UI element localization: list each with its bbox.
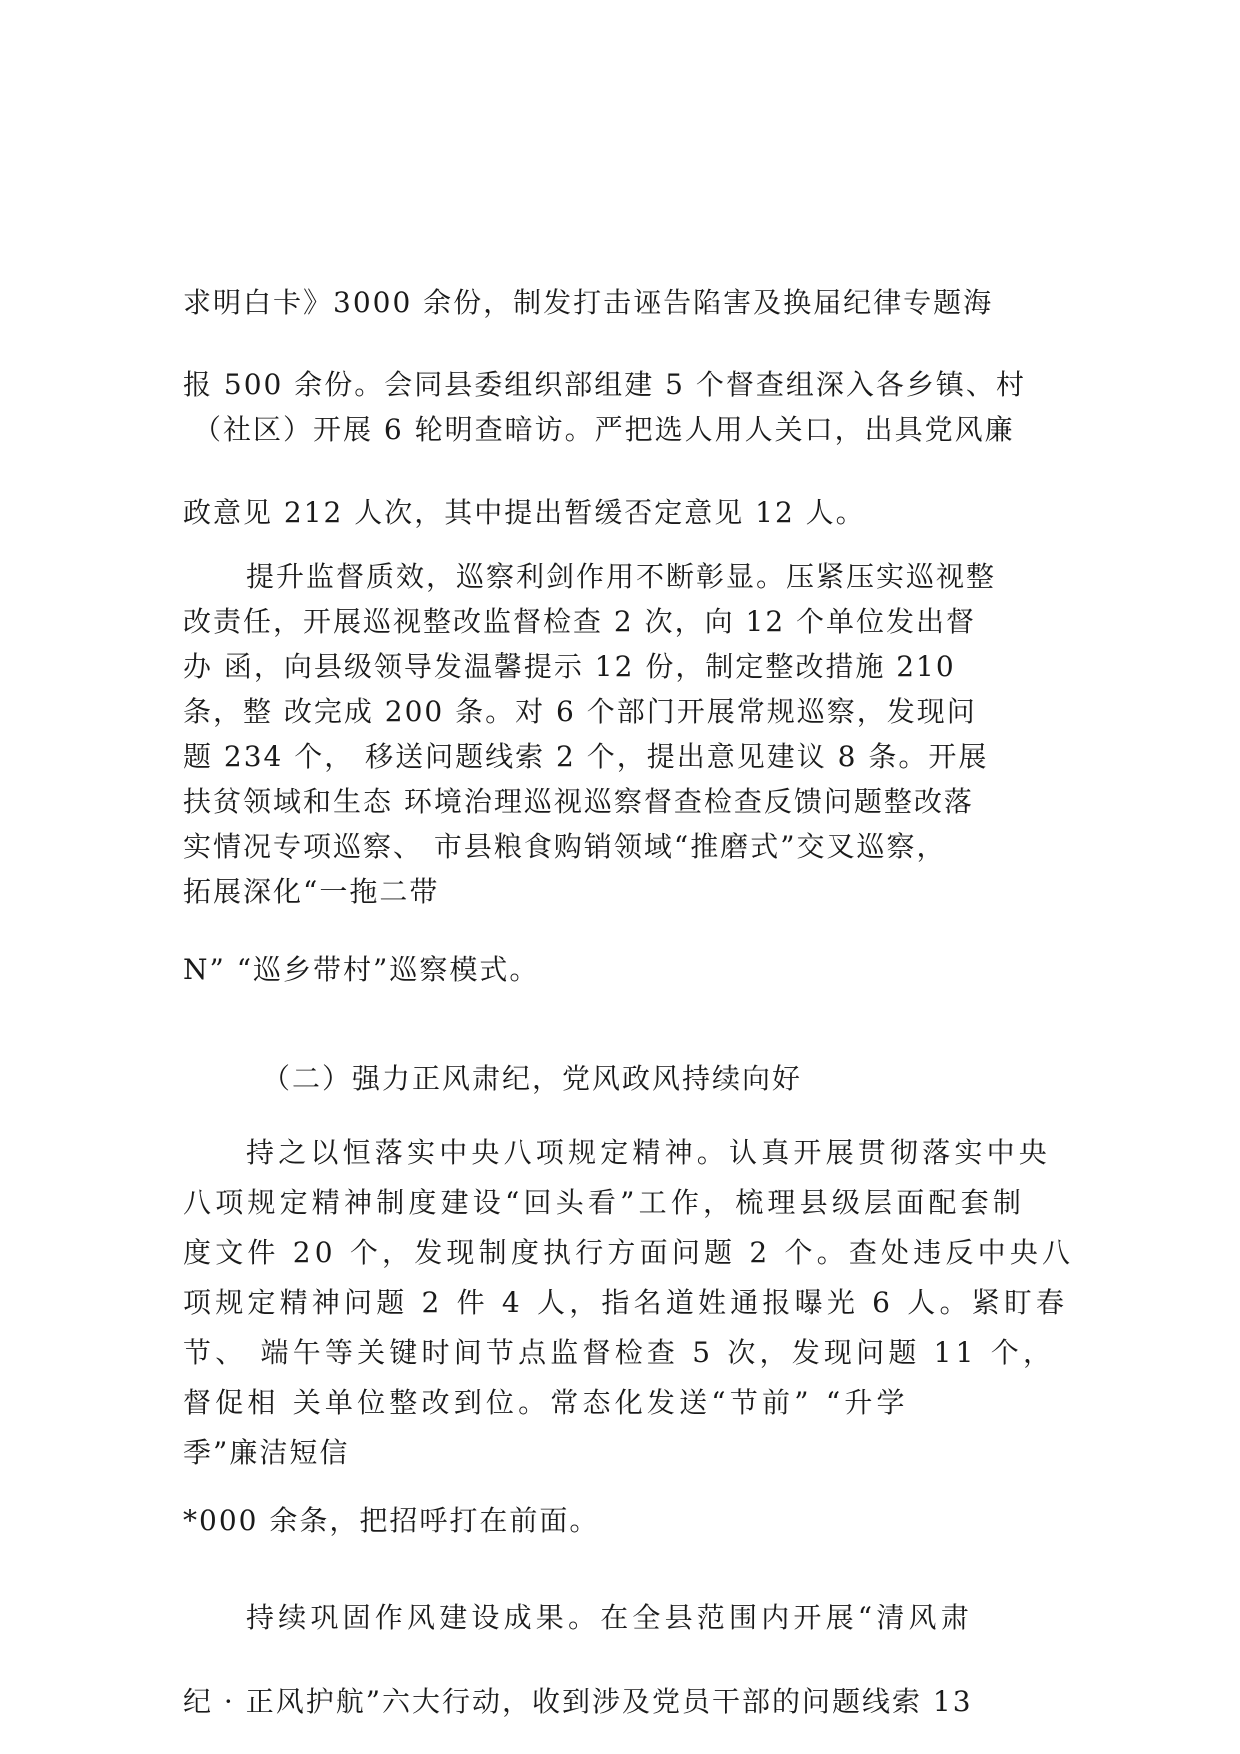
text-line-20: 督促相 关单位整改到位。常态化发送“节前” “升学 <box>183 1386 909 1419</box>
text-line-19: 节、 端午等关键时间节点监督检查 5 次，发现问题 11 个， <box>183 1336 1056 1369</box>
text-line-16: 八项规定精神制度建设“回头看”工作，梳理县级层面配套制 <box>183 1186 1026 1219</box>
text-line-22: *000 余条，把招呼打在前面。 <box>183 1504 600 1537</box>
text-line-21: 季”廉洁短信 <box>183 1436 350 1469</box>
text-line-4: 政意见 212 人次，其中提出暂缓否定意见 12 人。 <box>183 496 866 529</box>
text-line-10: 扶贫领域和生态 环境治理巡视巡察督查检查反馈问题整改落 <box>183 785 974 818</box>
text-line-3: （社区）开展 6 轮明查暗访。严把选人用人关口，出具党风廉 <box>193 413 1015 446</box>
text-line-9: 题 234 个， 移送问题线索 2 个，提出意见建议 8 条。开展 <box>183 740 989 773</box>
text-line-6: 改责任，开展巡视整改监督检查 2 次，向 12 个单位发出督 <box>183 605 977 638</box>
text-line-17: 度文件 20 个，发现制度执行方面问题 2 个。查处违反中央八 <box>183 1236 1075 1269</box>
text-line-1: 求明白卡》3000 余份，制发打击诬告陷害及换届纪律专题海 <box>183 286 994 319</box>
text-line-18: 项规定精神问题 2 件 4 人，指名道姓通报曝光 6 人。紧盯春 <box>183 1286 1069 1319</box>
text-line-7: 办 函，向县级领导发温馨提示 12 份，制定整改措施 210 <box>183 650 956 683</box>
section-heading-2: （二）强力正风肃纪，党风政风持续向好 <box>262 1062 803 1095</box>
paragraph-start-eight-rules: 持之以恒落实中央八项规定精神。认真开展贯彻落实中央 <box>246 1136 1052 1169</box>
text-line-11: 实情况专项巡察、 市县粮食购销领域“推磨式”交叉巡察， <box>183 830 947 863</box>
text-line-24: 纪 · 正风护航”六大行动，收到涉及党员干部的问题线索 13 <box>183 1685 973 1718</box>
paragraph-start-supervision: 提升监督质效，巡察利剑作用不断彰显。压紧压实巡视整 <box>246 560 997 593</box>
text-line-12: 拓展深化“一拖二带 <box>183 875 440 908</box>
paragraph-start-style-building: 持续巩固作风建设成果。在全县范围内开展“清风肃 <box>246 1601 973 1634</box>
text-line-2: 报 500 余份。会同县委组织部组建 5 个督查组深入各乡镇、村 <box>183 368 1026 401</box>
text-line-13: N” “巡乡带村”巡察模式。 <box>183 953 540 986</box>
text-line-8: 条，整 改完成 200 条。对 6 个部门开展常规巡察，发现问 <box>183 695 977 728</box>
